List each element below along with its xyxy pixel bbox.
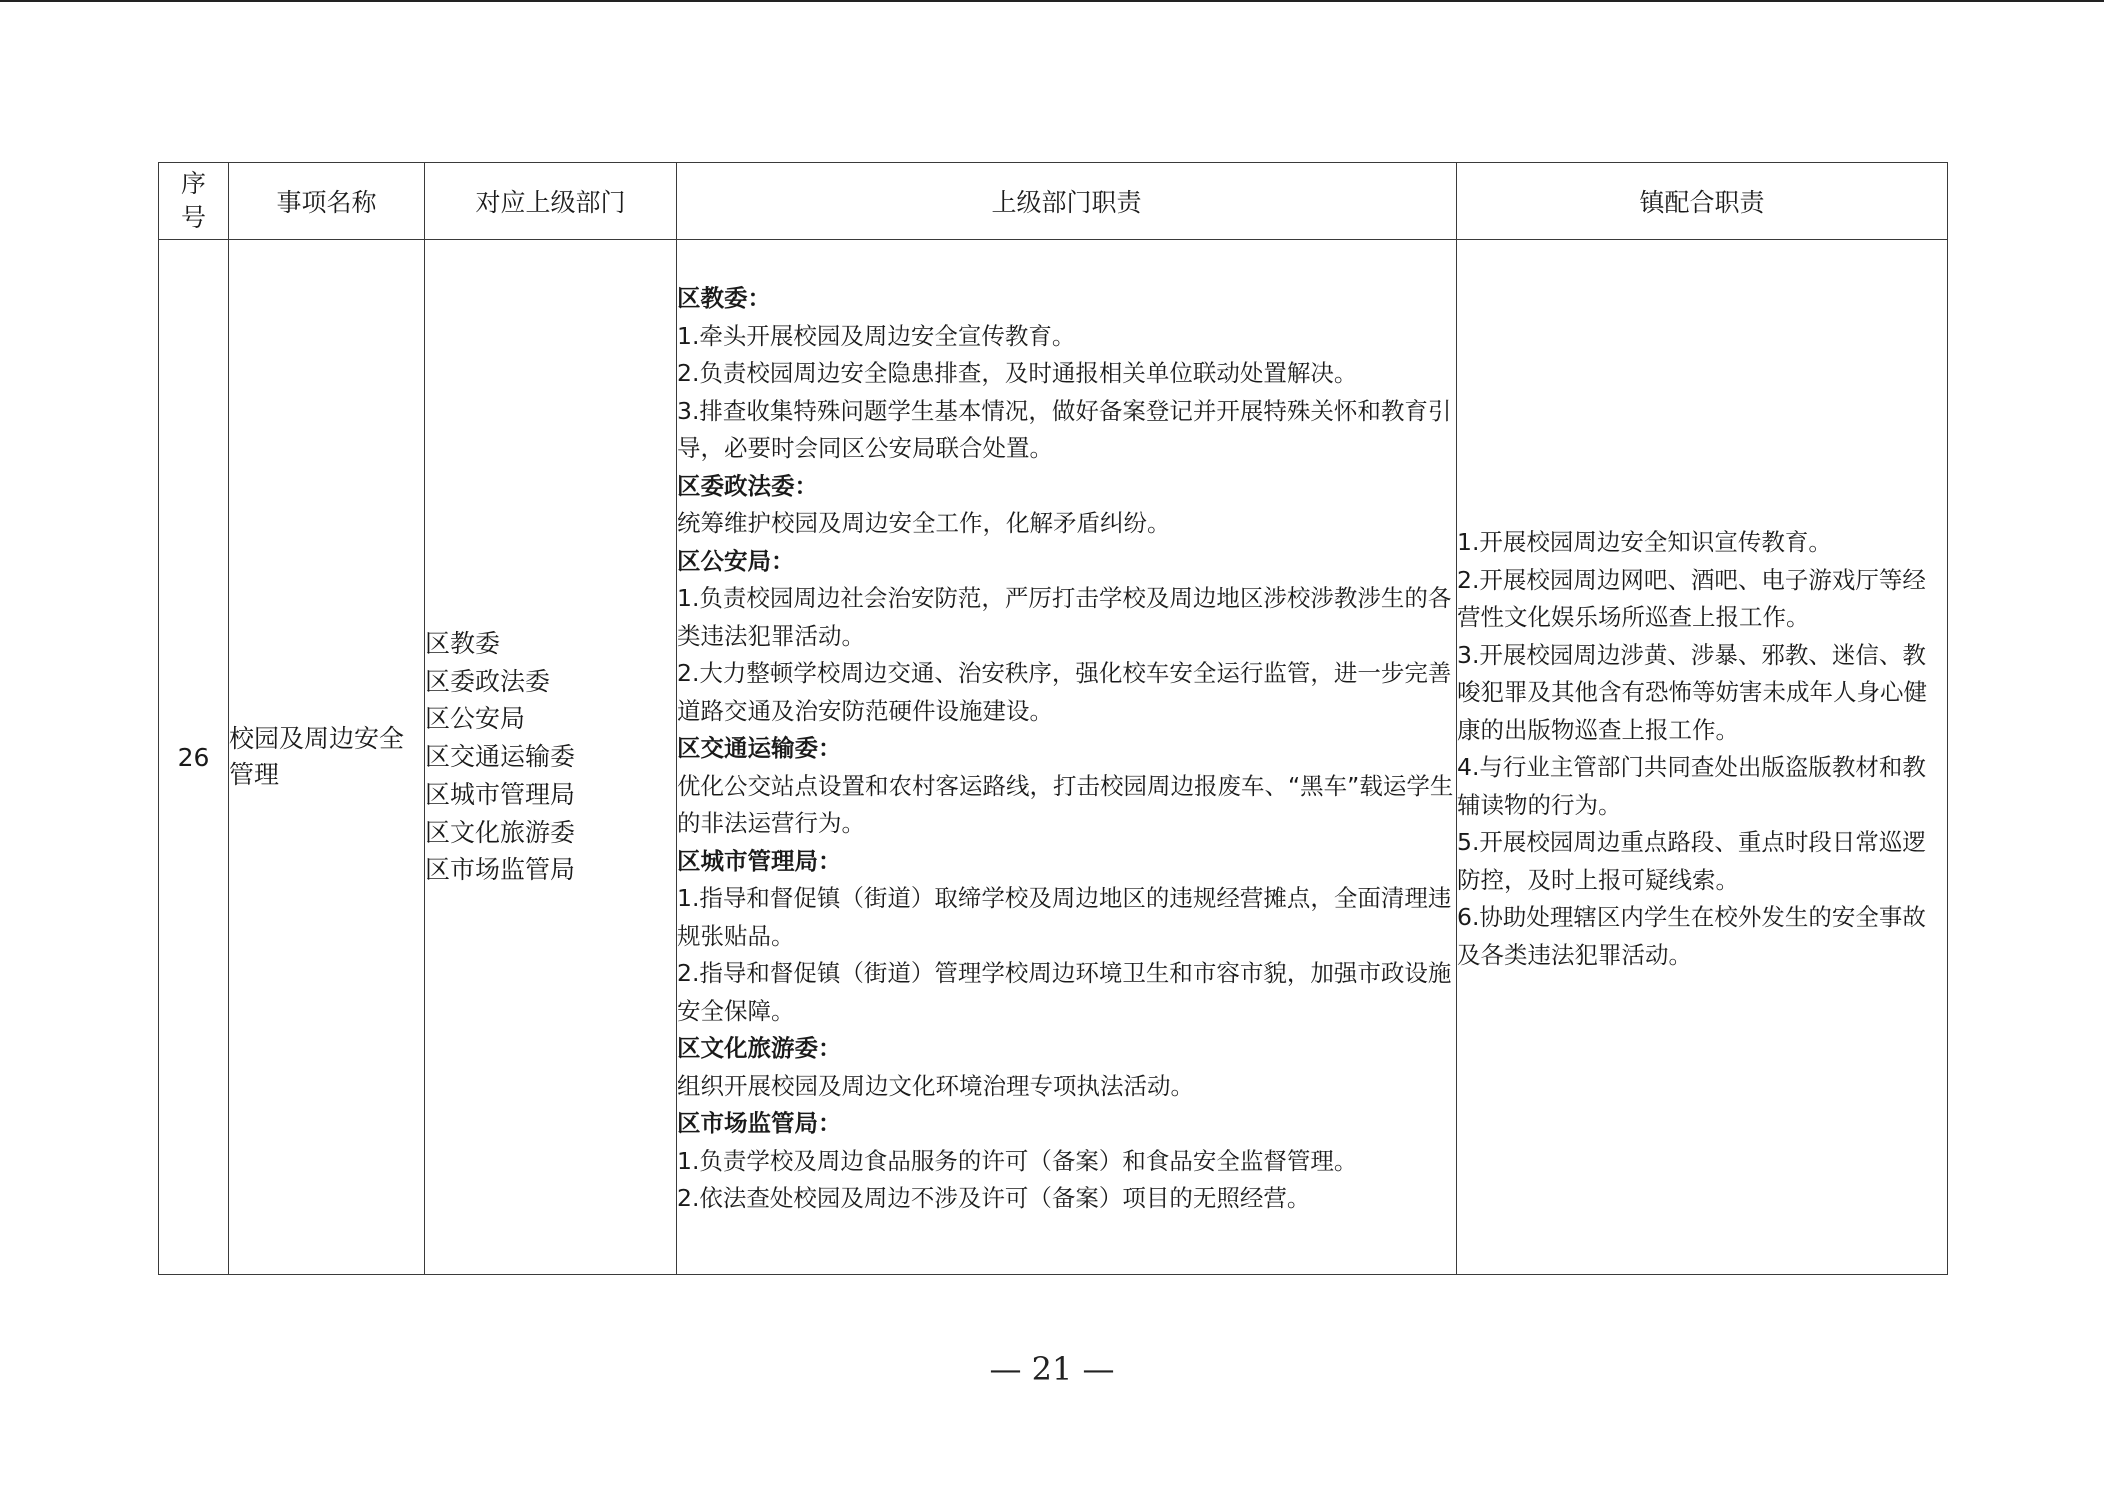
duty-item: 2.负责校园周边安全隐患排查，及时通报相关单位联动处置解决。 [677,359,1358,387]
header-seq [159,163,229,240]
header-superior-dept: 对应上级部门 [425,163,677,240]
duty-item: 组织开展校园及周边文化环境治理专项执法活动。 [677,1071,1194,1100]
duty-dept-heading: 区市场监管局： [677,1109,842,1137]
duty-table [158,162,1948,1275]
dept-item: 区市场监管局 [425,855,576,885]
table-row [159,240,1948,1275]
dept-item: 区交通运输委 [425,742,576,772]
row-departments [425,240,677,1275]
duty-dept-heading: 区教委： [677,284,771,312]
dept-item: 区委政法委 [425,666,551,696]
duty-item: 2.指导和督促镇（街道）管理学校周边环境卫生和市容市貌，加强市政设施安全保障。 [677,959,1452,1025]
duty-item: 1.负责校园周边社会治安防范，严厉打击学校及周边地区涉校涉教涉生的各类违法犯罪活动。 [677,584,1452,650]
duty-item: 统筹维护校园及周边安全工作，化解矛盾纠纷。 [677,509,1171,537]
row-superior-duties [677,240,1457,1275]
town-duty-item: 4.与行业主管部门共同查处出版盗版教材和教辅读物的行为。 [1457,753,1926,819]
row-town-duties [1457,240,1948,1275]
dept-item: 区城市管理局 [425,779,576,809]
header-seq-line2: 号 [180,203,206,232]
duty-item: 1.指导和督促镇（街道）取缔学校及周边地区的违规经营摊点，全面清理违规张贴品。 [677,884,1452,950]
duty-dept-heading: 区交通运输委： [677,734,842,762]
duty-item: 2.依法查处校园及周边不涉及许可（备案）项目的无照经营。 [677,1184,1311,1212]
duty-item: 3.排查收集特殊问题学生基本情况，做好备案登记并开展特殊关怀和教育引导，必要时会同区公安局联合处置。 [677,396,1452,462]
dept-item: 区公安局 [425,704,526,734]
header-town-duty: 镇配合职责 [1457,163,1948,240]
town-duty-item: 5.开展校园周边重点路段、重点时段日常巡逻防控，及时上报可疑线索。 [1457,828,1926,894]
duty-dept-heading: 区公安局： [677,546,795,575]
duty-item: 1.负责学校及周边食品服务的许可（备案）和食品安全监督管理。 [677,1146,1358,1175]
town-duty-item: 2.开展校园周边网吧、酒吧、电子游戏厅等经营性文化娱乐场所巡查上报工作。 [1457,565,1926,631]
duty-dept-heading: 区委政法委： [677,471,818,500]
row-seq: 26 [159,240,229,1275]
duty-dept-heading: 区文化旅游委： [677,1034,842,1062]
row-item-name: 校园及周边安全管理 [229,240,425,1275]
duty-dept-heading: 区城市管理局： [677,846,842,875]
page-number: — 21 — [989,1350,1115,1388]
header-superior-duty: 上级部门职责 [677,163,1457,240]
town-duty-item: 1.开展校园周边安全知识宣传教育。 [1457,528,1832,556]
header-item-name: 事项名称 [229,163,425,240]
top-border-line [0,0,2104,2]
table-header-row [159,163,1948,240]
duty-item: 2.大力整顿学校周边交通、治安秩序，强化校车安全运行监管，进一步完善道路交通及治安防范硬件设施建设。 [677,659,1452,725]
duty-item: 1.牵头开展校园及周边安全宣传教育。 [677,321,1076,350]
town-duty-item: 3.开展校园周边涉黄、涉暴、邪教、迷信、教唆犯罪及其他含有恐怖等妨害未成年人身心健康的出版物巡查上报工作。 [1457,640,1927,744]
duty-item: 优化公交站点设置和农村客运路线，打击校园周边报废车、“黑车”载运学生的非法运营行为。 [677,771,1454,837]
header-seq-line1: 序 [180,169,206,198]
dept-item: 区教委 [425,629,501,659]
town-duty-item: 6.协助处理辖区内学生在校外发生的安全事故及各类违法犯罪活动。 [1457,903,1926,969]
dept-item: 区文化旅游委 [425,817,576,847]
